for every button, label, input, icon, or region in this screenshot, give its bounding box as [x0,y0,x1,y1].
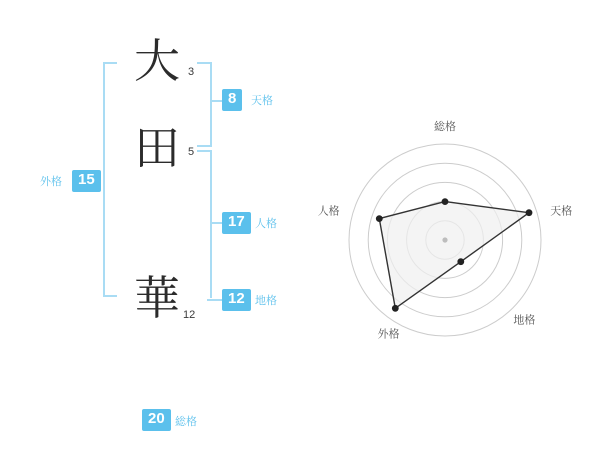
radar-data-point [442,198,449,205]
stroke-count-3: 12 [183,309,196,321]
tenkaku-bracket-vertical [210,62,212,147]
tenkaku-value: 8 [222,89,242,111]
chikaku-bracket-lead [207,299,223,301]
jinkaku-label: 人格 [255,218,277,230]
jinkaku-bracket-top [197,150,211,152]
radar-axis-label: 天格 [550,205,573,218]
gaikaku-label: 外格 [40,176,62,188]
chikaku-label: 地格 [255,295,277,307]
gaikaku-bracket-bottom [103,295,117,297]
tenkaku-bracket-bottom [197,145,211,147]
stroke-count-1: 3 [188,66,195,78]
name-character-1: 大 [134,34,180,88]
stroke-count-2: 5 [188,146,195,158]
radar-data-point [392,305,399,312]
radar-axis-label: 地格 [513,314,536,327]
soukaku-value: 20 [142,409,171,431]
name-character-2: 田 [134,121,180,175]
radar-data-polygon [379,202,529,309]
radar-center-dot [442,237,447,242]
jinkaku-value: 17 [222,212,251,234]
jinkaku-bracket-vertical [210,150,212,298]
tenkaku-bracket-top [197,62,211,64]
radar-chart-svg [300,0,600,400]
tenkaku-label: 天格 [251,95,273,107]
chikaku-value: 12 [222,289,251,311]
gaikaku-bracket-vertical [103,62,105,297]
radar-axis-label: 総格 [434,121,456,133]
soukaku-label: 総格 [175,416,197,428]
gaikaku-value: 15 [72,170,101,192]
name-character-3: 華 [134,271,180,325]
radar-axis-label: 人格 [317,205,340,218]
gaikaku-bracket-top [103,62,117,64]
radar-data-point [526,209,533,216]
radar-data-point [457,258,464,265]
radar-axis-label: 外格 [377,328,400,341]
radar-chart-panel [300,0,600,470]
radar-data-point [376,215,383,222]
